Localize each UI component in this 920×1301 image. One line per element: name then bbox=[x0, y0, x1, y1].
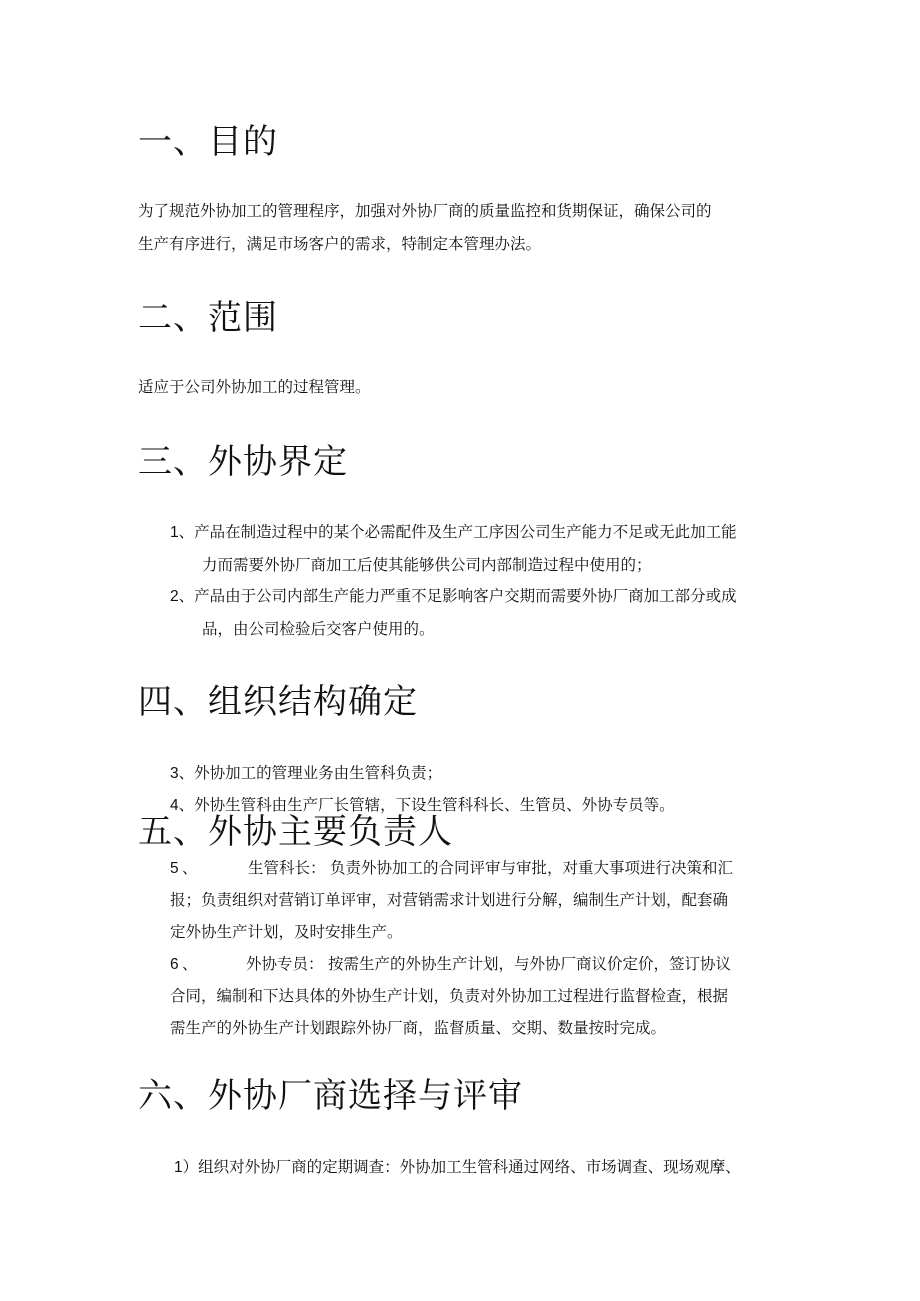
section-2-heading: 二、范围 bbox=[138, 298, 278, 338]
item-text: 、产品由于公司内部生产能力严重不足影响客户交期而需要外协厂商加工部分或成 bbox=[178, 587, 737, 605]
section-5-item-5-label: 生管科长： bbox=[248, 859, 326, 877]
item-text: ）组织对外协厂商的定期调查：外协加工生管科通过网络、市场调查、现场观摩、 bbox=[182, 1158, 741, 1176]
item-number: 4 bbox=[170, 797, 179, 814]
section-1-line-2: 生产有序进行，满足市场客户的需求，特制定本管理办法。 bbox=[138, 235, 542, 253]
section-5-item-6-number: 6 bbox=[170, 956, 179, 973]
item-number: 1 bbox=[170, 524, 179, 541]
section-5-item-6-line-1: 按需生产的外协生产计划，与外协厂商议价定价，签订协议 bbox=[328, 955, 732, 973]
section-5-item-5-sep: 、 bbox=[182, 859, 198, 877]
section-4-heading: 四、组织结构确定 bbox=[138, 682, 418, 722]
section-5-item-6-sep: 、 bbox=[182, 955, 198, 973]
item-text: 、外协加工的管理业务由生管科负责； bbox=[178, 764, 443, 782]
item-text: 、产品在制造过程中的某个必需配件及生产工序因公司生产能力不足或无此加工能 bbox=[178, 523, 737, 541]
section-1-line-1: 为了规范外协加工的管理程序，加强对外协厂商的质量监控和货期保证，确保公司的 bbox=[138, 202, 712, 220]
item-number: 1 bbox=[174, 1159, 183, 1176]
section-3-item-2-line-1 bbox=[170, 589, 737, 605]
section-3-item-2-line-2: 品，由公司检验后交客户使用的。 bbox=[202, 620, 435, 638]
section-4-item-3 bbox=[170, 766, 442, 782]
section-5-item-6-line-3: 需生产的外协生产计划跟踪外协厂商，监督质量、交期、数量按时完成。 bbox=[170, 1019, 667, 1037]
section-5-item-5-line-2: 报；负责组织对营销订单评审，对营销需求计划进行分解，编制生产计划，配套确 bbox=[170, 891, 729, 909]
item-number: 2 bbox=[170, 588, 179, 605]
section-3-item-1-line-2: 力而需要外协厂商加工后使其能够供公司内部制造过程中使用的； bbox=[202, 556, 652, 574]
section-5-item-5-line-1: 负责外协加工的合同评审与审批，对重大事项进行决策和汇 bbox=[330, 859, 734, 877]
section-5-item-5-number: 5 bbox=[170, 860, 179, 877]
section-3-heading: 三、外协界定 bbox=[138, 442, 348, 482]
section-5-item-6-line-2: 合同，编制和下达具体的外协生产计划，负责对外协加工过程进行监督检查，根据 bbox=[170, 987, 729, 1005]
item-number: 3 bbox=[170, 765, 179, 782]
section-5-heading: 五、外协主要负责人 bbox=[138, 812, 453, 852]
section-2-line-1: 适应于公司外协加工的过程管理。 bbox=[138, 378, 371, 396]
section-6-item-1-line-1 bbox=[174, 1160, 741, 1176]
section-3-item-1-line-1 bbox=[170, 525, 737, 541]
item-text: 、外协生管科由生产厂长管辖，下设生管科科长、生管员、外协专员等。 bbox=[178, 796, 675, 814]
section-6-heading: 六、外协厂商选择与评审 bbox=[138, 1076, 523, 1116]
section-1-heading: 一、目的 bbox=[138, 122, 278, 162]
section-5-item-5-line-3: 定外协生产计划，及时安排生产。 bbox=[170, 923, 403, 941]
section-5-item-6-label: 外协专员： bbox=[246, 955, 324, 973]
